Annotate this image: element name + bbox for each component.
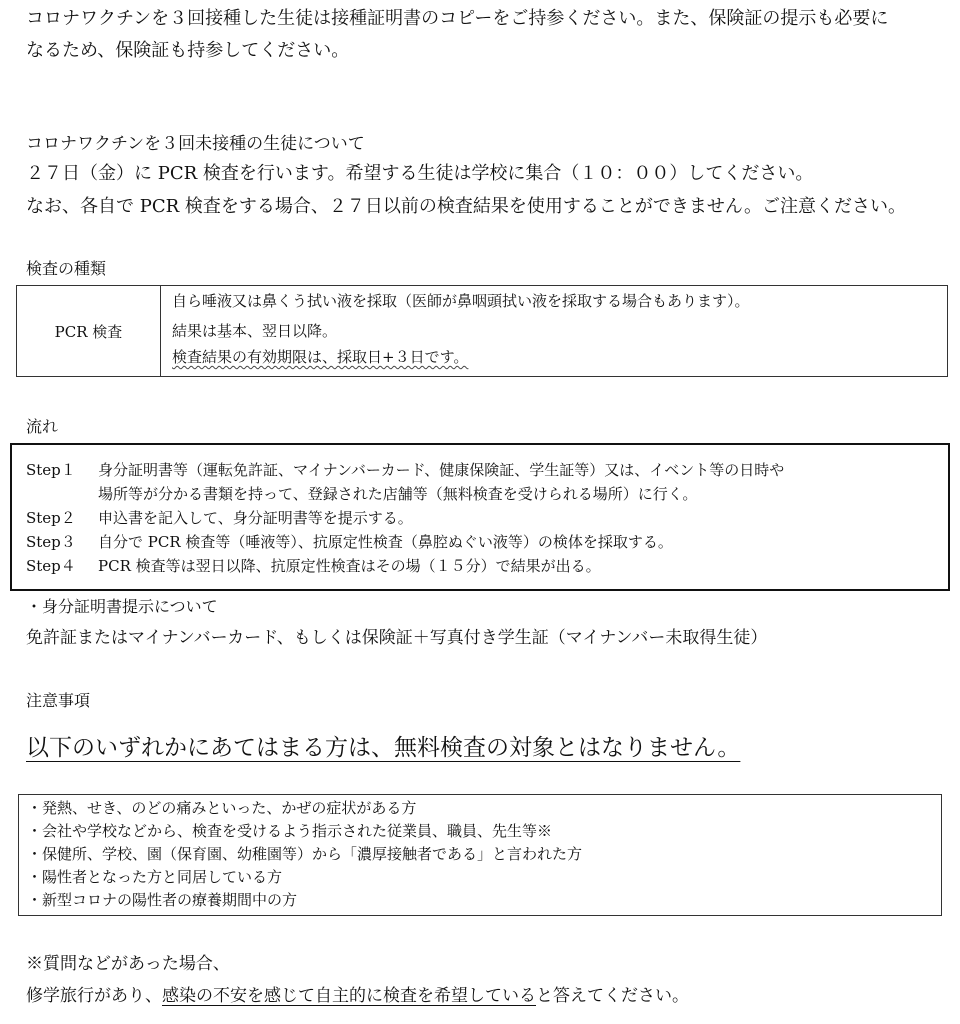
step-1 (26, 459, 784, 481)
footer-suffix: と答えてください。 (536, 986, 689, 1006)
step-2-label: Step２ (26, 509, 76, 527)
footer-line-1: ※質問などがあった場合、 (26, 954, 230, 974)
footer-line-2 (26, 985, 689, 1007)
intro-line-1: コロナワクチンを３回接種した生徒は接種証明書のコピーをご持参ください。また、保険証の提示も必要に (26, 8, 889, 29)
test-types-table (16, 285, 948, 377)
pcr-note-line: なお、各自で PCR 検査をする場合、２７日以前の検査結果を使用することができません。ご注意ください。 (26, 196, 906, 217)
test-types-heading: 検査の種類 (26, 259, 107, 278)
cautions-heading: 注意事項 (26, 691, 91, 710)
flow-heading: 流れ (26, 417, 59, 436)
conditions-box (18, 794, 942, 916)
condition-item: ・新型コロナの陽性者の療養期間中の方 (27, 891, 298, 909)
test-name-cell: PCR 検査 (17, 286, 161, 376)
ineligible-notice: 以下のいずれかにあてはまる方は、無料検査の対象とはなりません。 (26, 735, 741, 761)
pcr-date-line: ２７日（金）に PCR 検査を行います。希望する生徒は学校に集合（１０：００）してください。 (26, 163, 814, 184)
test-desc-1: 自ら唾液又は鼻くう拭い液を採取（医師が鼻咽頭拭い液を採取する場合もあります）。 (172, 292, 750, 310)
id-note-heading: ・身分証明書提示について (26, 597, 218, 616)
step-3-label: Step３ (26, 533, 76, 551)
intro-line-2: なるため、保険証も持参してください。 (26, 40, 350, 61)
condition-item: ・保健所、学校、園（保育園、幼稚園等）から「濃厚接触者である」と言われた方 (27, 845, 583, 863)
step-2-text: 申込書を記入して、身分証明書等を提示する。 (98, 509, 413, 527)
step-4-label: Step４ (26, 557, 76, 575)
step-4 (26, 555, 601, 577)
condition-item: ・会社や学校などから、検査を受けるよう指示された従業員、職員、先生等※ (27, 822, 553, 840)
step-1-label: Step１ (26, 461, 76, 479)
condition-item: ・陽性者となった方と同居している方 (27, 868, 283, 886)
flow-box (10, 443, 950, 591)
unvaccinated-heading: コロナワクチンを３回未接種の生徒について (26, 134, 365, 154)
step-3-text: 自分で PCR 検査等（唾液等）、抗原定性検査（鼻腔ぬぐい液等）の検体を採取する。 (98, 533, 673, 551)
test-desc-2: 結果は基本、翌日以降。 (172, 322, 338, 340)
id-note-text: 免許証またはマイナンバーカード、もしくは保険証＋写真付き学生証（マイナンバー未取得生徒） (26, 628, 768, 648)
footer-underlined-phrase: 感染の不安を感じて自主的に検査を希望している (162, 986, 536, 1006)
step-2 (26, 507, 413, 529)
step-1-continuation: 場所等が分かる書類を持って、登録された店舗等（無料検査を受けられる場所）に行く。 (98, 485, 698, 503)
step-1-text: 身分証明書等（運転免許証、マイナンバーカード、健康保険証、学生証等）又は、イベント等の日時や (98, 461, 785, 479)
step-4-text: PCR 検査等は翌日以降、抗原定性検査はその場（１５分）で結果が出る。 (98, 557, 601, 575)
condition-item: ・発熱、せき、のどの痛みといった、かぜの症状がある方 (27, 799, 417, 817)
step-3 (26, 531, 673, 553)
footer-prefix: 修学旅行があり、 (26, 986, 162, 1006)
test-desc-3: 検査結果の有効期限は、採取日+３日です。 (172, 348, 469, 366)
